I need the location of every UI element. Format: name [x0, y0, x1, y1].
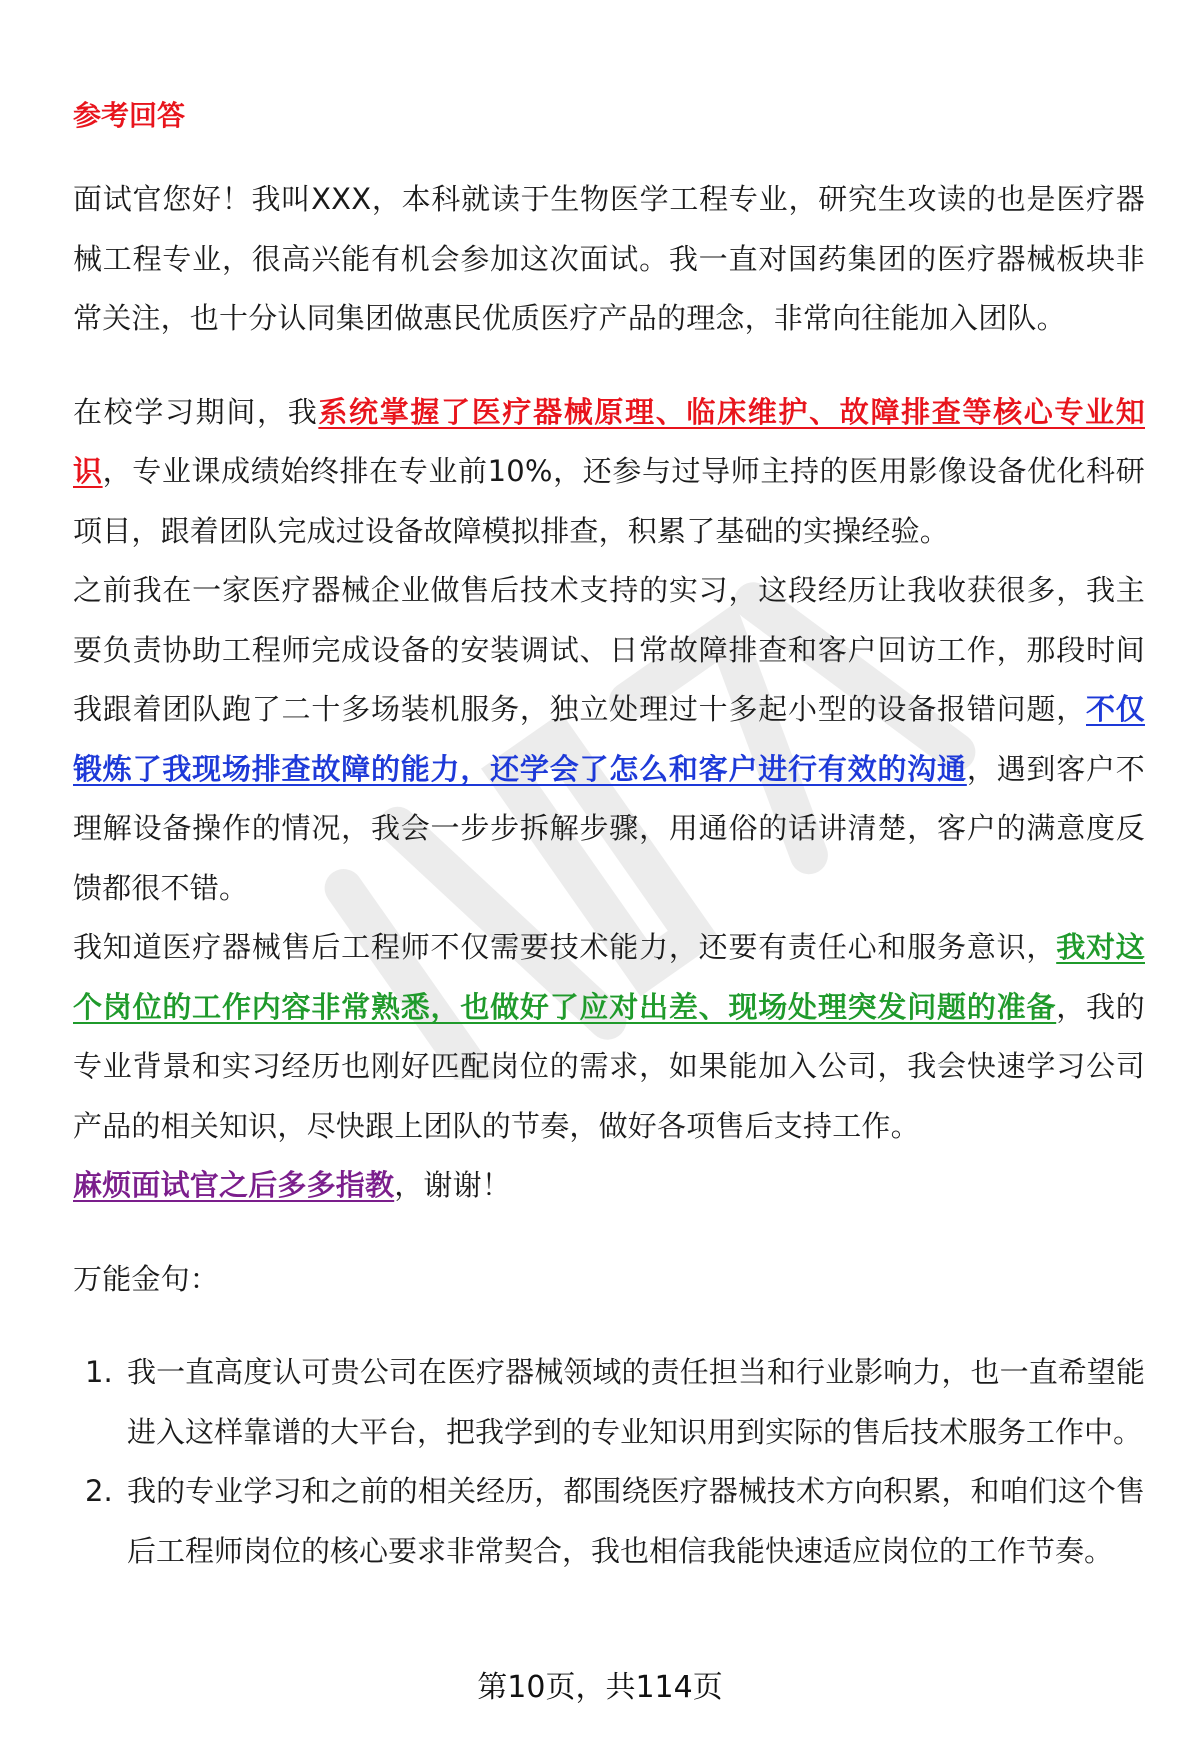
list-item [73, 1462, 1145, 1581]
paragraph-position [73, 918, 1145, 1156]
golden-sentences-list [73, 1343, 1145, 1581]
paragraph-internship-text-post: ，遇到客户不理解设备操作的情况，我会一步步拆解步骤，用通俗的话讲清楚，客户的满意度反馈都很不错。 [73, 751, 1145, 905]
paragraph-closing [73, 1156, 1145, 1216]
list-item-text: 我的专业学习和之前的相关经历，都围绕医疗器械技术方向积累，和咱们这个售后工程师岗位的核心要求非常契合，我也相信我能快速适应岗位的工作节奏。 [127, 1474, 1145, 1568]
highlight-purple-closing: 麻烦面试官之后多多指教 [73, 1168, 395, 1202]
paragraph-intro: 面试官您好！我叫XXX，本科就读于生物医学工程专业，研究生攻读的也是医疗器械工程专业，很高兴能有机会参加这次面试。我一直对国药集团的医疗器械板块非常关注，也十分认同集团做惠民优质医疗产品的理念，非常向往能加入团队。 [73, 182, 1145, 335]
paragraph-study-text-pre: 在校学习期间，我 [73, 394, 319, 429]
section-heading: 参考回答 [73, 99, 186, 132]
page-number-footer: 第10页，共114页 [477, 1670, 723, 1705]
highlight-blue-internship: 不仅锻炼了我现场排查故障的能力，还学会了怎么和客户进行有效的沟通 [73, 692, 1145, 786]
list-item [73, 1343, 1145, 1462]
list-item-number: 1. [85, 1355, 113, 1389]
paragraph-study-text-post: ，专业课成绩始终排在专业前10%，还参与过导师主持的医用影像设备优化科研项目，跟着团队完成过设备故障模拟排查，积累了基础的实操经验。 [73, 454, 1145, 548]
main-content [73, 96, 1145, 1581]
paragraph-position-text-pre: 我知道医疗器械售后工程师不仅需要技术能力，还要有责任心和服务意识， [73, 930, 1057, 964]
paragraph-position-text-post: ，我的专业背景和实习经历也刚好匹配岗位的需求，如果能加入公司，我会快速学习公司产品的相关知识，尽快跟上团队的节奏，做好各项售后支持工作。 [73, 989, 1145, 1143]
list-item-text: 我一直高度认可贵公司在医疗器械领域的责任担当和行业影响力，也一直希望能进入这样靠谱的大平台，把我学到的专业知识用到实际的售后技术服务工作中。 [127, 1355, 1145, 1449]
paragraph-closing-text-post: ，谢谢！ [394, 1168, 512, 1202]
paragraph-internship [73, 561, 1145, 918]
golden-sentences-title: 万能金句： [73, 1261, 220, 1296]
list-item-number: 2. [85, 1474, 113, 1508]
highlight-red-study: 系统掌握了医疗器械原理、临床维护、故障排查等核心专业知识 [73, 394, 1145, 488]
paragraph-internship-text-pre: 之前我在一家医疗器械企业做售后技术支持的实习，这段经历让我收获很多，我主要负责协助工程师完成设备的安装调试、日常故障排查和客户回访工作，那段时间我跟着团队跑了二十多场装机服务，独立处理过十多起小型的设备报错问题， [73, 573, 1145, 726]
highlight-green-position: 我对这个岗位的工作内容非常熟悉，也做好了应对出差、现场处理突发问题的准备 [73, 930, 1145, 1024]
paragraph-study [73, 383, 1145, 562]
